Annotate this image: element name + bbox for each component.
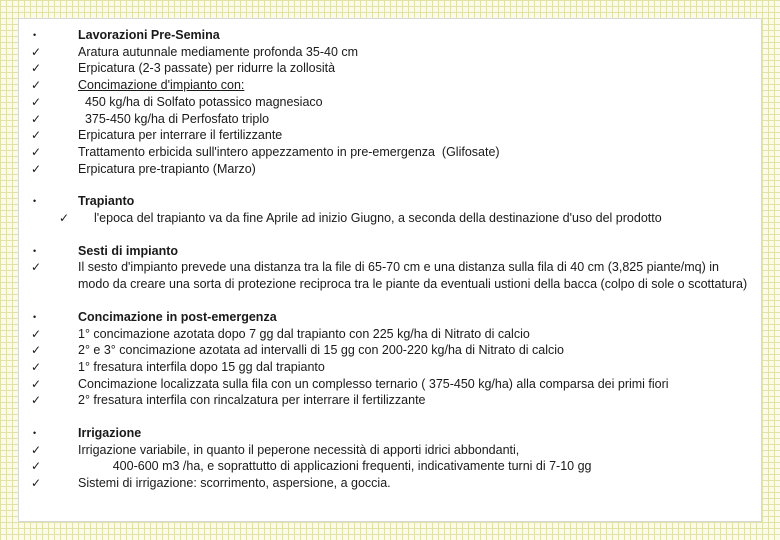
item-text: Il sesto d'impianto prevede una distanza tra la file di 65-70 cm e una distanza sulla fila di 40 cm (3,825 piante/mq) in modo da creare una sorta di protezione reciproca tra le piante da eventuali ustioni della bacca (colpo di sole o scottatura): [78, 260, 748, 292]
section-concimazione-in-post-emergenza: [30, 309, 750, 409]
checkmark-icon: ✓: [31, 111, 42, 126]
sub-item-text: l'epoca del trapianto va da fine Aprile ad inizio Giugno, a seconda della destinazione d'uso del prodotto: [94, 211, 662, 226]
sub-item: [59, 210, 750, 227]
list-item: [30, 144, 750, 161]
list-item: [30, 458, 750, 475]
checkmark-icon: ✓: [31, 61, 42, 76]
item-text: 375-450 kg/ha di Perfosfato triplo: [78, 111, 270, 126]
checkmark-icon: ✓: [31, 393, 42, 408]
list-item: [30, 442, 750, 459]
bullet-icon: •: [33, 245, 37, 256]
checkmark-icon: ✓: [59, 211, 70, 226]
checkmark-icon: ✓: [31, 459, 42, 474]
section-heading: Concimazione in post-emergenza: [78, 309, 277, 324]
item-text: 2° fresatura interfila con rincalzatura per interrare il fertilizzante: [78, 393, 426, 408]
list-item: [30, 77, 750, 94]
item-text: Erpicatura pre-trapianto (Marzo): [78, 161, 256, 176]
list-item: [30, 210, 750, 227]
item-text: Aratura autunnale mediamente profonda 35-40 cm: [78, 44, 359, 59]
bullet-icon: •: [33, 30, 37, 40]
checkmark-icon: ✓: [31, 128, 42, 143]
checkmark-icon: ✓: [31, 376, 42, 391]
item-text: 1° concimazione azotata dopo 7 gg dal trapianto con 225 kg/ha di Nitrato di calcio: [78, 326, 530, 341]
list-item: [30, 161, 750, 178]
list-item: [30, 376, 750, 393]
section-heading-row: [30, 309, 750, 326]
item-text: Concimazione localizzata sulla fila con un complesso ternario ( 375-450 kg/ha) alla comparsa dei primi fiori: [78, 376, 669, 391]
list-item: [30, 326, 750, 343]
section-trapianto: [30, 193, 750, 226]
document-content: [30, 27, 750, 492]
checkmark-icon: ✓: [31, 476, 42, 491]
section-heading: Trapianto: [78, 194, 135, 209]
checkmark-icon: ✓: [31, 78, 42, 93]
list-item: [30, 475, 750, 492]
checkmark-icon: ✓: [31, 359, 42, 374]
section-lavorazioni-pre-semina: [30, 27, 750, 177]
section-heading-row: [30, 425, 750, 442]
section-heading-row: [30, 27, 750, 44]
item-text: Trattamento erbicida sull'intero appezzamento in pre-emergenza (Glifosate): [78, 144, 500, 159]
checkmark-icon: ✓: [31, 260, 42, 275]
list-item: [30, 259, 750, 292]
bullet-icon: •: [33, 196, 37, 207]
item-text: Erpicatura (2-3 passate) per ridurre la zollosità: [78, 61, 336, 76]
checkmark-icon: ✓: [31, 144, 42, 159]
item-text: Concimazione d'impianto con:: [78, 78, 245, 93]
item-text: Erpicatura per interrare il fertilizzante: [78, 128, 283, 143]
item-text: 450 kg/ha di Solfato potassico magnesiaco: [78, 94, 323, 109]
list-item: [30, 60, 750, 77]
item-text: Irrigazione variabile, in quanto il peperone necessità di apporti idrici abbondanti,: [78, 442, 520, 457]
section-heading: Lavorazioni Pre-Semina: [78, 28, 220, 42]
item-text: 1° fresatura interfila dopo 15 gg dal trapianto: [78, 359, 325, 374]
checkmark-icon: ✓: [31, 44, 42, 59]
checkmark-icon: ✓: [31, 326, 42, 341]
checkmark-icon: ✓: [31, 442, 42, 457]
section-heading-row: [30, 193, 750, 210]
bullet-icon: •: [33, 311, 37, 322]
item-text: 2° e 3° concimazione azotata ad intervalli di 15 gg con 200-220 kg/ha di Nitrato di calcio: [78, 343, 564, 358]
bullet-icon: •: [33, 428, 37, 439]
section-irrigazione: [30, 425, 750, 492]
list-item: [30, 111, 750, 128]
checkmark-icon: ✓: [31, 161, 42, 176]
list-item: [30, 359, 750, 376]
list-item: [30, 94, 750, 111]
list-item: [30, 392, 750, 409]
section-heading: Irrigazione: [78, 426, 142, 441]
item-text: 400-600 m3 /ha, e soprattutto di applicazioni frequenti, indicativamente turni di 7-10 gg: [78, 459, 592, 474]
list-item: [30, 44, 750, 61]
section-sesti-di-impianto: [30, 243, 750, 293]
checkmark-icon: ✓: [31, 94, 42, 109]
checkmark-icon: ✓: [31, 343, 42, 358]
list-item: [30, 127, 750, 144]
item-text: Sistemi di irrigazione: scorrimento, aspersione, a goccia.: [78, 476, 391, 491]
list-item: [30, 342, 750, 359]
section-heading-row: [30, 243, 750, 260]
section-heading: Sesti di impianto: [78, 243, 179, 258]
